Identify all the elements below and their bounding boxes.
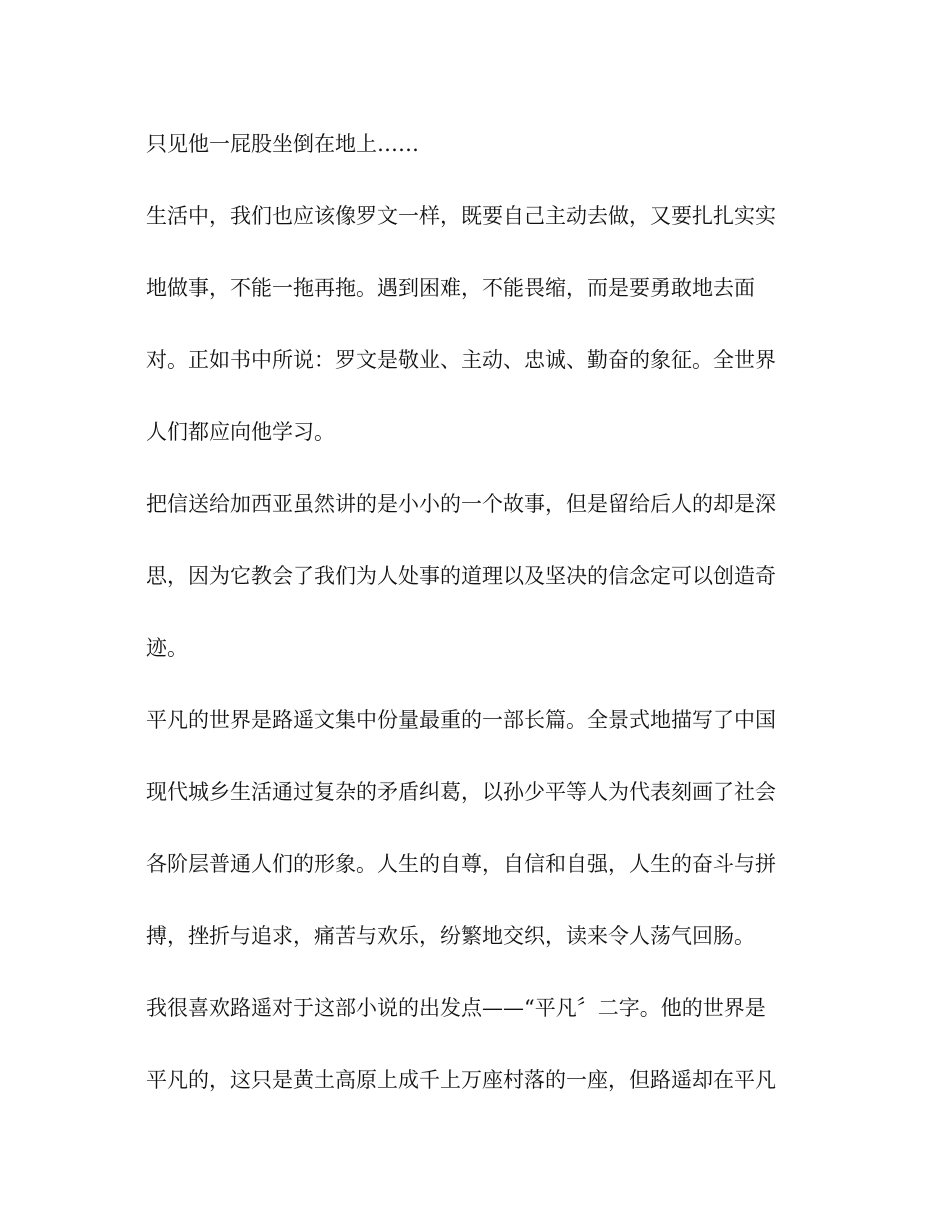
text-line: 地做事，不能一拖再拖。遇到困难，不能畏缩，而是要勇敢地去面 <box>146 276 755 300</box>
text-line: 我很喜欢路遥对于这部小说的出发点——“平凡〞二字。他的世界是 <box>146 996 766 1020</box>
text-line: 现代城乡生活通过复杂的矛盾纠葛，以孙少平等人为代表刻画了社会 <box>146 780 776 804</box>
text-line: 各阶层普通人们的形象。人生的自尊，自信和自强，人生的奋斗与拼 <box>146 852 776 876</box>
text-line: 人们都应向他学习。 <box>146 420 335 444</box>
text-line: 思，因为它教会了我们为人处事的道理以及坚决的信念定可以创造奇 <box>146 564 776 588</box>
text-line: 平凡的世界是路遥文集中份量最重的一部长篇。全景式地描写了中国 <box>146 708 776 732</box>
text-line: 只见他一屁股坐倒在地上…… <box>146 132 419 156</box>
text-line: 把信送给加西亚虽然讲的是小小的一个故事，但是留给后人的却是深 <box>146 492 776 516</box>
text-line: 对。正如书中所说：罗文是敬业、主动、忠诚、勤奋的象征。全世界 <box>146 348 776 372</box>
text-line: 生活中，我们也应该像罗文一样，既要自己主动去做，又要扎扎实实 <box>146 204 776 228</box>
text-line: 平凡的，这只是黄土高原上成千上万座村落的一座，但路遥却在平凡 <box>146 1068 776 1092</box>
text-line: 迹。 <box>146 636 188 660</box>
text-line: 搏，挫折与追求，痛苦与欢乐，纷繁地交织，读来令人荡气回肠。 <box>146 924 755 948</box>
